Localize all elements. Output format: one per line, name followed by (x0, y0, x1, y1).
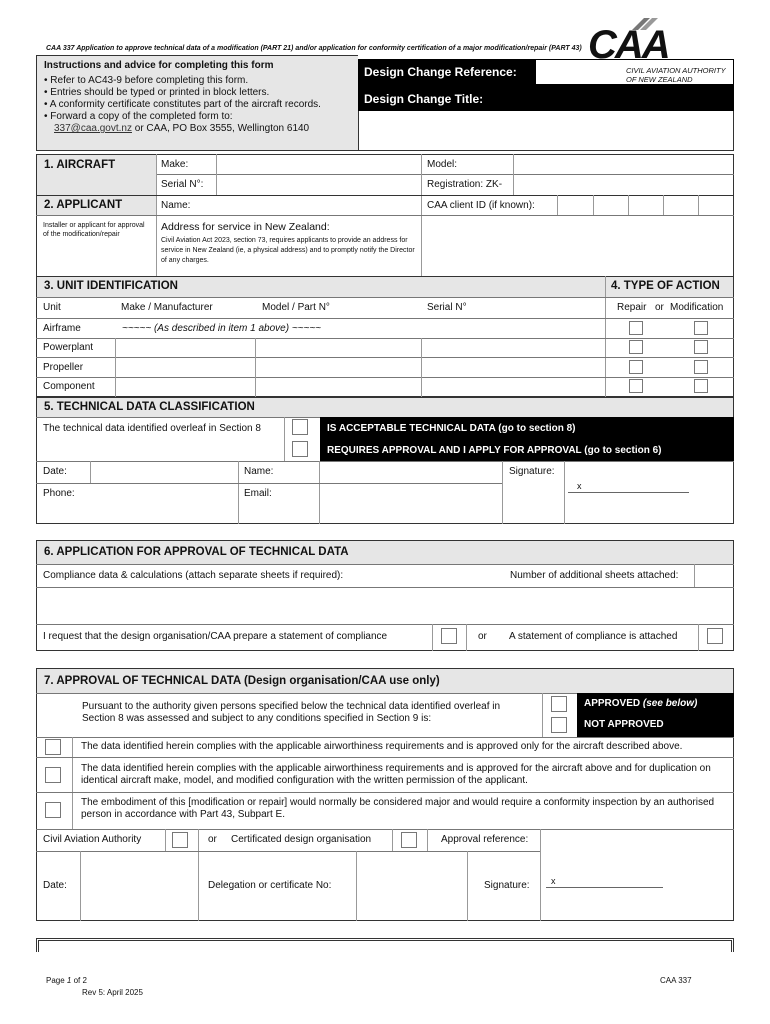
row-line (36, 757, 734, 758)
airframe-serial-field[interactable] (422, 319, 604, 337)
row-line (36, 564, 734, 565)
s5-title: 5. TECHNICAL DATA CLASSIFICATION (44, 401, 255, 413)
not-approved-label: NOT APPROVED (584, 719, 664, 730)
unit-row-airframe: Airframe (43, 323, 81, 334)
additional-sheets-field[interactable] (695, 565, 733, 586)
powerplant-repair-checkbox[interactable] (629, 340, 643, 354)
s1-make-label: Make: (161, 159, 189, 170)
revision-label: Rev 5: April 2025 (82, 988, 143, 997)
aircraft-make-field[interactable] (217, 155, 420, 174)
s4-repair-label: Repair (617, 302, 647, 313)
grid-line (284, 417, 285, 461)
powerplant-make-field[interactable] (116, 339, 254, 356)
component-modification-checkbox[interactable] (694, 379, 708, 393)
unit-row-powerplant: Powerplant (43, 342, 94, 353)
s7-pursuant-text: Pursuant to the authority given persons specified below the technical data identified overleaf in Section 8 was assessed and subject to any conditions specified in Section 9 is: (82, 701, 501, 724)
statement-attached-checkbox[interactable] (707, 628, 723, 644)
s4-modification-label: Modification (670, 302, 724, 313)
s7-date-label: Date: (43, 880, 67, 891)
row-line (36, 792, 734, 793)
acceptable-data-checkbox[interactable] (292, 419, 308, 435)
page-suffix: of 2 (71, 976, 87, 985)
instruction-contact (44, 123, 321, 135)
delegation-number-field[interactable] (357, 852, 466, 920)
unit-row-component: Component (43, 381, 95, 392)
grid-line (432, 624, 433, 651)
grid-line (392, 829, 393, 851)
propeller-model-field[interactable] (256, 358, 420, 376)
s6-title: 6. APPLICATION FOR APPROVAL OF TECHNICAL DATA (44, 546, 349, 558)
powerplant-modification-checkbox[interactable] (694, 340, 708, 354)
s6-request-label: I request that the design organisation/CAA prepare a statement of compliance (43, 631, 388, 642)
s6-attached-label: A statement of compliance is attached (509, 631, 678, 642)
grid-line (467, 851, 468, 921)
requires-approval-checkbox[interactable] (292, 441, 308, 457)
s7-signature-line (546, 887, 663, 888)
grid-line (605, 276, 606, 397)
design-change-title-label: Design Change Title: (364, 92, 484, 106)
s2-address-label: Address for service in New Zealand: (161, 221, 330, 233)
instruction-text: Refer to AC43-9 before completing this form. (50, 75, 249, 86)
s5-signature-mark: x (577, 481, 582, 491)
instruction-text: Entries should be typed or printed in block letters. (50, 87, 270, 98)
s5-option-requires-approval: REQUIRES APPROVAL AND I APPLY FOR APPROVAL (go to section 6) (327, 445, 662, 456)
grid-line (165, 829, 166, 851)
instruction-text: Forward a copy of the completed form to: (50, 111, 233, 122)
propeller-modification-checkbox[interactable] (694, 360, 708, 374)
s5-email-label: Email: (244, 488, 272, 499)
s1-registration-label: Registration: ZK- (427, 179, 503, 190)
instruction-item: • Forward a copy of the completed form to: (44, 111, 233, 122)
s7-signature-mark: x (551, 876, 556, 886)
propeller-make-field[interactable] (116, 358, 254, 376)
s5-statement: The technical data identified overleaf in Section 8 (43, 423, 261, 434)
airframe-repair-checkbox[interactable] (629, 321, 643, 335)
s3-col-serial: Serial N° (427, 302, 467, 313)
s1-model-label: Model: (427, 159, 458, 170)
design-change-title-field[interactable] (358, 111, 734, 151)
applicant-name-field[interactable] (190, 196, 420, 214)
s7-cdo-label: Certificated design organisation (231, 834, 372, 845)
instruction-text: A conformity certificate constitutes part of the aircraft records. (49, 99, 321, 110)
s2-title: 2. APPLICANT (44, 199, 123, 211)
propeller-serial-field[interactable] (422, 358, 604, 376)
authority-line-2: OF NEW ZEALAND (626, 75, 693, 84)
request-statement-checkbox[interactable] (441, 628, 457, 644)
aircraft-registration-field[interactable] (514, 175, 733, 194)
row-line (36, 297, 734, 298)
compliance-data-field[interactable] (37, 588, 733, 624)
s3-col-unit: Unit (43, 302, 61, 313)
s6-or-label: or (478, 631, 487, 642)
s2-client-id-label: CAA client ID (if known): (427, 200, 535, 211)
s5-signature-label: Signature: (509, 466, 555, 477)
component-model-field[interactable] (256, 378, 420, 396)
instruction-item: • A conformity certificate constitutes part of the aircraft records. (44, 99, 321, 110)
s5-name-field[interactable] (320, 462, 501, 482)
s7-or-label: or (208, 834, 217, 845)
grid-line (502, 461, 503, 524)
statement-1-checkbox[interactable] (45, 739, 61, 755)
s3-title: 3. UNIT IDENTIFICATION (44, 280, 178, 292)
row-line (36, 737, 734, 738)
s5-phone-label: Phone: (43, 488, 75, 499)
approved-label (584, 698, 697, 709)
row-line (36, 318, 734, 319)
s7-delegation-label: Delegation or certificate No: (208, 880, 332, 891)
propeller-repair-checkbox[interactable] (629, 360, 643, 374)
page-prefix: Page (46, 976, 67, 985)
s4-title: 4. TYPE OF ACTION (611, 280, 720, 292)
row-line (36, 624, 734, 625)
page-indicator (46, 976, 87, 985)
s5-phone-field[interactable] (90, 484, 237, 523)
s4-or-label: or (655, 302, 664, 313)
aircraft-serial-field[interactable] (217, 175, 420, 194)
grid-line (427, 829, 428, 851)
s7-statement-3: The embodiment of this [modification or repair] would normally be considered major and would require a conformity inspection by an authorised person in accordance with Part 43, Subpart E. (81, 797, 715, 820)
s5-signature-line (568, 492, 689, 493)
approval-reference-field[interactable] (541, 830, 733, 850)
s5-date-label: Date: (43, 466, 67, 477)
airframe-note: ~~~~~ (As described in item 1 above) ~~~~~ (122, 323, 322, 334)
next-section-bracket (36, 938, 734, 952)
s7-date-field[interactable] (81, 852, 197, 920)
s7-signature-field[interactable] (541, 852, 733, 920)
caa-checkbox[interactable] (172, 832, 188, 848)
s7-signature-label: Signature: (484, 880, 530, 891)
grid-line (542, 693, 543, 737)
s1-serial-label: Serial N°: (161, 179, 204, 190)
s2-side-note: Installer or applicant for approval of the modification/repair (43, 222, 145, 238)
statement-2-checkbox[interactable] (45, 767, 61, 783)
airframe-modification-checkbox[interactable] (694, 321, 708, 335)
service-address-field[interactable] (422, 216, 733, 275)
design-change-reference-label: Design Change Reference: (364, 65, 517, 79)
design-change-reference-field[interactable] (535, 59, 734, 85)
not-approved-checkbox[interactable] (551, 717, 567, 733)
s7-caa-label: Civil Aviation Authority (43, 834, 142, 845)
s5-date-field[interactable] (91, 462, 237, 482)
component-serial-field[interactable] (422, 378, 604, 396)
grid-line (198, 829, 199, 921)
instruction-item: • Refer to AC43-9 before completing this form. (44, 75, 249, 86)
s5-name-label: Name: (244, 466, 274, 477)
s7-statement-1: The data identified herein complies with the applicable airworthiness requirements and is approved only for the aircraft described above. (81, 741, 683, 752)
s1-title: 1. AIRCRAFT (44, 159, 116, 171)
grid-line (466, 624, 467, 651)
grid-line (698, 624, 699, 651)
approved-checkbox[interactable] (551, 696, 567, 712)
instruction-item: • Entries should be typed or printed in block letters. (44, 87, 270, 98)
instructions-title: Instructions and advice for completing this form (44, 60, 274, 71)
page-number: 1 (66, 976, 72, 985)
powerplant-model-field[interactable] (256, 339, 420, 356)
email-link[interactable]: 337@caa.govt.nz (54, 123, 132, 134)
s2-name-label: Name: (161, 200, 191, 211)
s5-option-acceptable: IS ACCEPTABLE TECHNICAL DATA (go to section 8) (327, 423, 576, 434)
unit-row-propeller: Propeller (43, 362, 84, 373)
s5-email-field[interactable] (320, 484, 501, 523)
s2-address-note: Civil Aviation Act 2023, section 73, requires applicants to provide an address for service in New Zealand (ie, a physical address) and to promptly notify the Director of any charges. (161, 237, 415, 264)
grid-line (238, 461, 239, 524)
address-text: or CAA, PO Box 3555, Wellington 6140 (131, 123, 310, 134)
s7-statement-2: The data identified herein complies with the applicable airworthiness requirements and is approved for the aircraft above and for duplication on identical aircraft make, model, and modified configuration with the written permission of the applicant. (81, 763, 711, 786)
aircraft-model-field[interactable] (514, 155, 733, 174)
s6-compliance-label: Compliance data & calculations (attach separate sheets if required): (43, 570, 344, 581)
statement-3-checkbox[interactable] (45, 802, 61, 818)
client-id-field[interactable] (558, 196, 733, 214)
caa-logo-text: CAA (588, 23, 669, 67)
powerplant-serial-field[interactable] (422, 339, 604, 356)
authority-line-1: CIVIL AVIATION AUTHORITY (626, 66, 726, 75)
s7-title: 7. APPROVAL OF TECHNICAL DATA (Design organisation/CAA use only) (44, 675, 440, 687)
s3-col-make: Make / Manufacturer (121, 302, 213, 313)
s7-approval-ref-label: Approval reference: (441, 834, 529, 845)
component-make-field[interactable] (116, 378, 254, 396)
s6-sheets-label: Number of additional sheets attached: (510, 570, 679, 581)
form-title: CAA 337 Application to approve technical data of a modification (PART 21) and/or application for conformity certification of a major modification/repair (PART 43) (46, 45, 582, 52)
grid-line (72, 737, 73, 829)
cdo-checkbox[interactable] (401, 832, 417, 848)
approved-note: (see below) (642, 698, 698, 709)
form-code: CAA 337 (660, 976, 692, 985)
instructions-list (44, 75, 321, 135)
component-repair-checkbox[interactable] (629, 379, 643, 393)
design-change-title-bar (535, 85, 734, 111)
approved-text: APPROVED (584, 698, 641, 709)
s3-col-model: Model / Part N° (262, 302, 330, 313)
